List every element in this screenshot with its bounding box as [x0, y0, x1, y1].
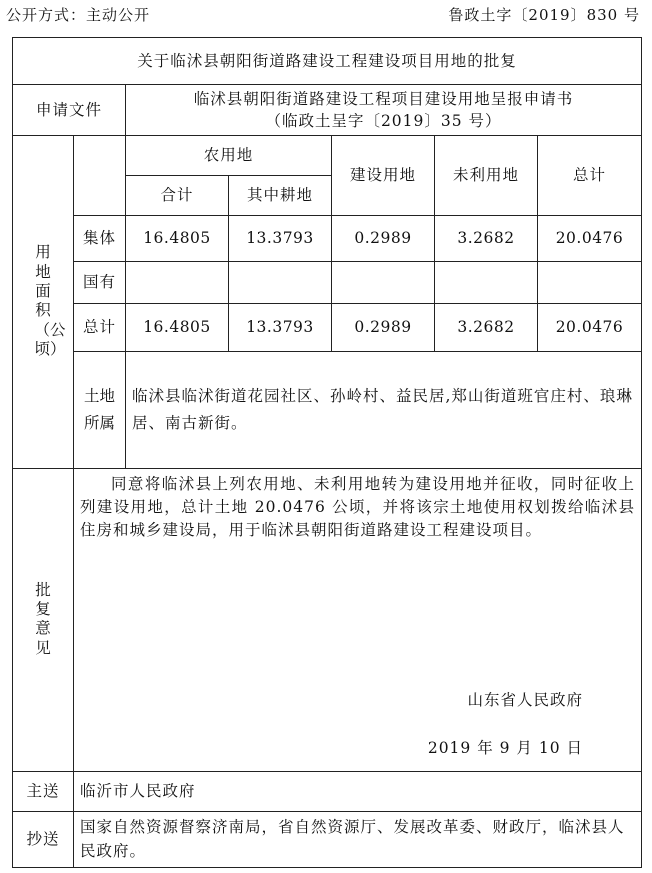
land-area-label: [13, 136, 74, 469]
approval-label-text: 批复意见: [35, 580, 51, 657]
approval-opinion: [74, 469, 642, 772]
issuing-authority: 山东省人民政府: [467, 690, 583, 709]
cell-construction: 0.2989: [332, 304, 435, 352]
cell-unused: 3.2682: [435, 216, 538, 262]
cell-subtotal: 16.4805: [126, 304, 229, 352]
agricultural-land-header: 农用地: [126, 136, 332, 176]
cell-unused: 3.2682: [435, 304, 538, 352]
approval-date: 2019 年 9 月 10 日: [427, 738, 583, 757]
document-number: 鲁政土字〔2019〕830 号: [448, 6, 640, 24]
application-line-2: （临政土呈字〔2019〕35 号）: [265, 112, 502, 130]
application-document: [126, 85, 642, 136]
row-label: 总计: [74, 304, 126, 352]
cell-farmland: [229, 262, 332, 304]
cell-subtotal: 16.4805: [126, 216, 229, 262]
ownership-text: 临沭县临沭街道花园社区、孙岭村、益民居,郑山街道班官庄村、琅琳居、南古新街。: [126, 352, 642, 469]
subtotal-header: 合计: [126, 176, 229, 216]
unused-land-header: 未利用地: [435, 136, 538, 216]
cell-total: [538, 262, 642, 304]
row-label: 集体: [74, 216, 126, 262]
approval-table: [12, 37, 642, 868]
table-row: [13, 304, 642, 352]
ownership-label-text: 土地所属: [83, 386, 115, 432]
table-row: [13, 216, 642, 262]
approval-text: 同意将临沭县上列农用地、未利用地转为建设用地并征收，同时征收上列建设用地，总计土地 20.0476 公顷，并将该宗土地使用权划拨给临沭县住房和城乡建设局，用于临沭县朝阳街道路建设工程建设项目。: [80, 475, 635, 539]
cell-construction: [332, 262, 435, 304]
application-label: 申请文件: [13, 85, 126, 136]
blank-corner-cell: [74, 136, 126, 216]
cell-total: 20.0476: [538, 216, 642, 262]
approval-label: [13, 469, 74, 772]
cell-subtotal: [126, 262, 229, 304]
cc-label: 抄送: [13, 812, 74, 868]
ownership-label: [74, 352, 126, 469]
row-label: 国有: [74, 262, 126, 304]
cell-farmland: 13.3793: [229, 216, 332, 262]
cell-total: 20.0476: [538, 304, 642, 352]
farmland-header: 其中耕地: [229, 176, 332, 216]
cell-construction: 0.2989: [332, 216, 435, 262]
main-recipient: 临沂市人民政府: [74, 772, 642, 812]
table-row: [13, 262, 642, 304]
disclosure-method: 公开方式：主动公开: [6, 6, 151, 24]
main-recipient-label: 主送: [13, 772, 74, 812]
document-title: 关于临沭县朝阳街道路建设工程建设项目用地的批复: [13, 38, 642, 85]
cc-recipients: 国家自然资源督察济南局，省自然资源厅、发展改革委、财政厅，临沭县人民政府。: [74, 812, 642, 868]
application-line-1: 临沭县朝阳街道路建设工程项目建设用地呈报申请书: [193, 89, 574, 108]
cell-farmland: 13.3793: [229, 304, 332, 352]
total-header: 总计: [538, 136, 642, 216]
land-area-label-text: 用地面积（公顷）: [34, 243, 66, 359]
construction-land-header: 建设用地: [332, 136, 435, 216]
cell-unused: [435, 262, 538, 304]
